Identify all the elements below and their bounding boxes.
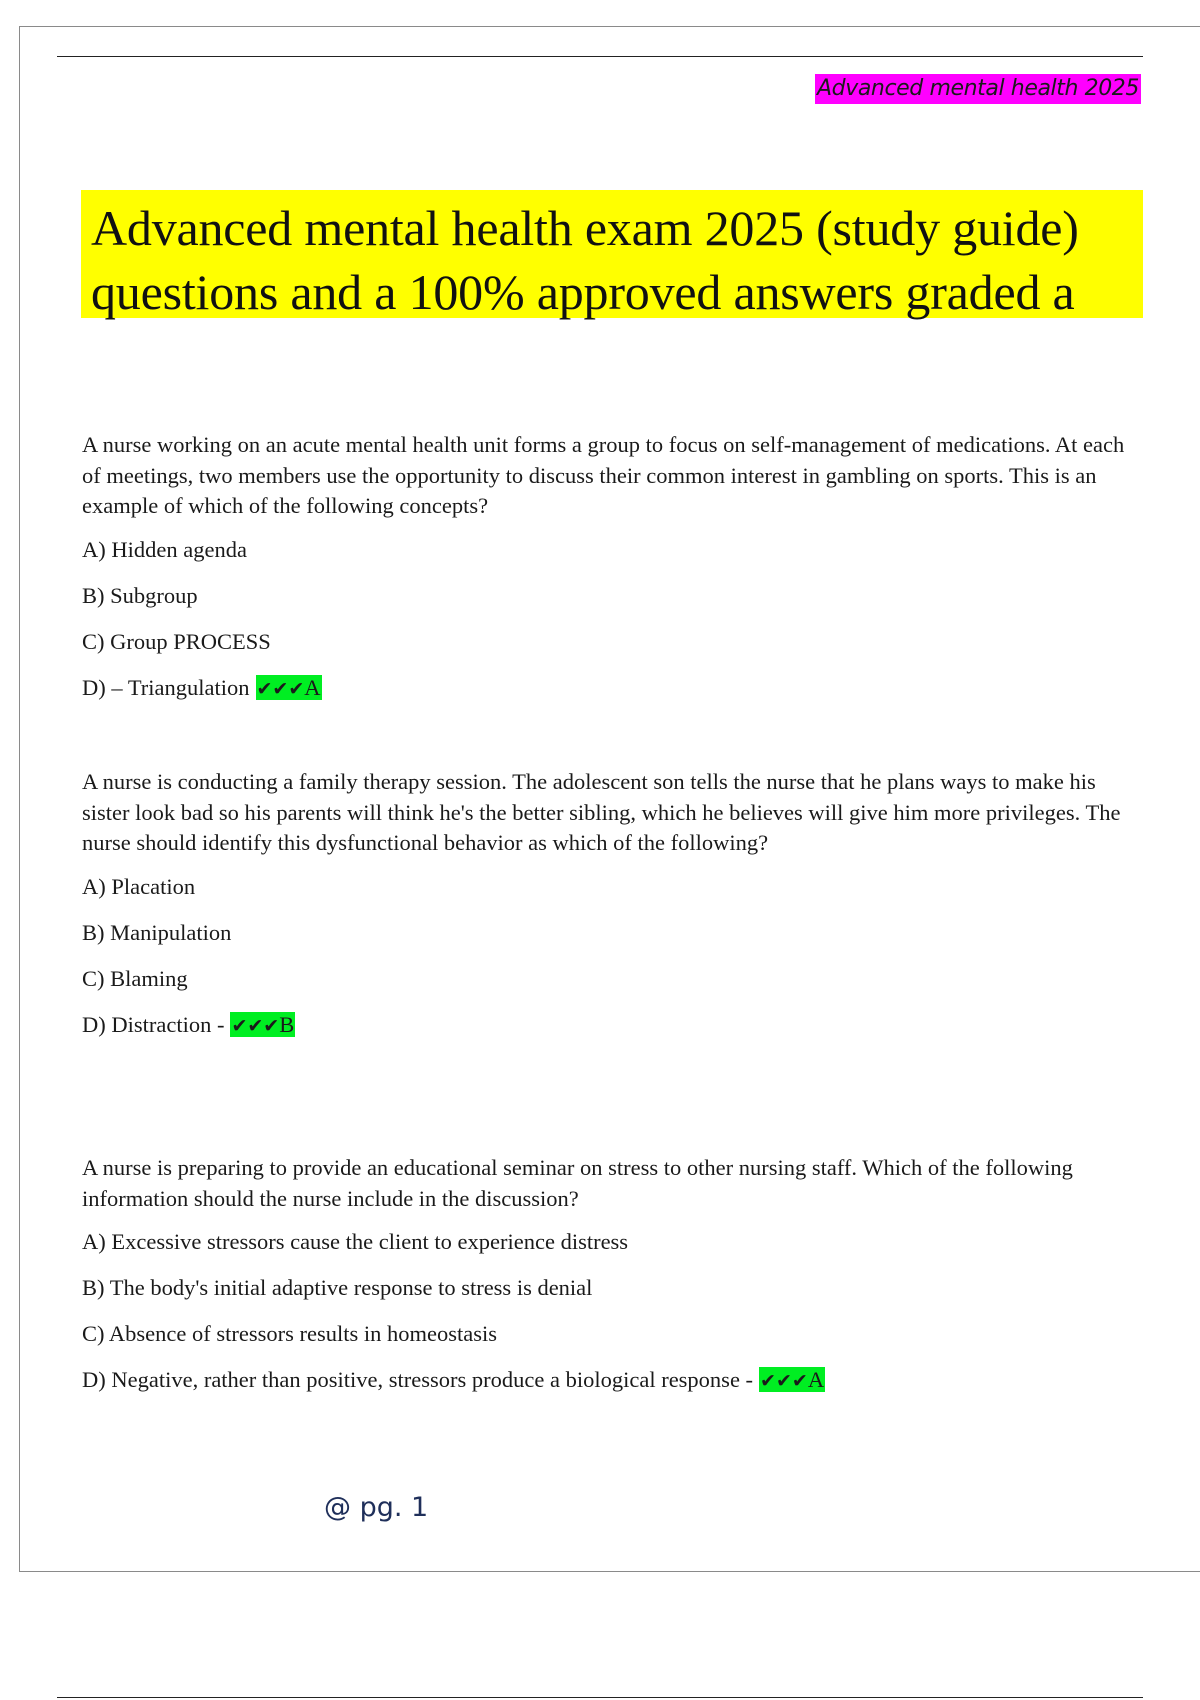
document-title xyxy=(81,190,1143,318)
check-marks-icon: ✔✔✔ xyxy=(760,1370,808,1392)
question-stem: A nurse working on an acute mental health unit forms a group to focus on self-management of medications. At each of meetings, two members use the opportunity to discuss their common interest in gambling on sports. This is an example of which of the following concepts? xyxy=(82,432,1125,518)
question-1 xyxy=(82,430,1144,719)
option-c: C) Absence of stressors results in homeostasis xyxy=(82,1321,497,1346)
answer-key-badge xyxy=(256,675,322,700)
bottom-rule xyxy=(57,1697,1143,1698)
option-a: A) Placation xyxy=(82,873,196,899)
option-c: C) Group PROCESS xyxy=(82,628,271,654)
option-b: B) The body's initial adaptive response to stress is denial xyxy=(82,1275,593,1300)
title-line-2: questions and a 100% approved answers graded a xyxy=(91,264,1075,320)
check-marks-icon: ✔✔✔ xyxy=(256,677,305,700)
option-d: D) Distraction - ✔✔✔B xyxy=(82,1011,295,1037)
option-a: A) Hidden agenda xyxy=(82,536,247,562)
option-b: B) Subgroup xyxy=(82,582,198,608)
answer-letter: A xyxy=(304,674,321,700)
title-line-1: Advanced mental health exam 2025 (study guide) xyxy=(91,200,1079,256)
option-a: A) Excessive stressors cause the client to experience distress xyxy=(82,1229,629,1254)
option-b: B) Manipulation xyxy=(82,919,232,945)
answer-key-badge xyxy=(230,1012,295,1037)
answer-key-badge xyxy=(759,1367,825,1392)
question-3 xyxy=(82,1153,1144,1411)
answer-letter: A xyxy=(807,1367,825,1392)
top-rule xyxy=(57,56,1143,57)
page-number: @ pg. 1 xyxy=(324,1492,429,1523)
question-stem: A nurse is preparing to provide an educational seminar on stress to other nursing staff. Which of the following information should the nurse include in the discussion? xyxy=(82,1155,1073,1211)
question-stem: A nurse is conducting a family therapy session. The adolescent son tells the nurse that he plans ways to make his sister look bad so his parents will think he's the better sibling, which he believes will give him more privileges. The nurse should identify this dysfunctional behavior as which of the following? xyxy=(82,769,1121,855)
check-marks-icon: ✔✔✔ xyxy=(231,1014,280,1037)
option-d: D) – Triangulation ✔✔✔A xyxy=(82,674,321,700)
question-2 xyxy=(82,767,1144,1056)
option-c: C) Blaming xyxy=(82,965,188,991)
option-d: D) Negative, rather than positive, stressors produce a biological response - ✔✔✔A xyxy=(82,1367,825,1392)
header-tag: Advanced mental health 2025 xyxy=(815,74,1141,104)
answer-letter: B xyxy=(279,1011,295,1037)
